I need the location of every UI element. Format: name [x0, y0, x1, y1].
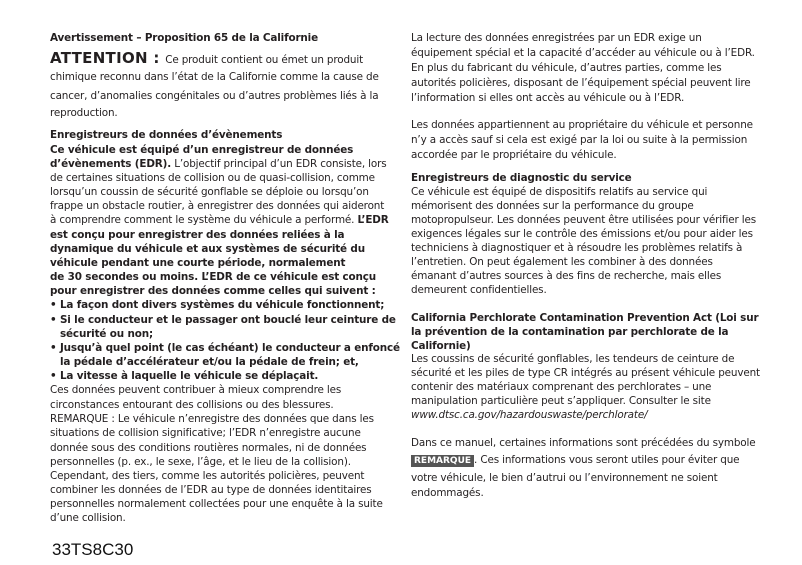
text-line	[411, 199, 694, 213]
text-line	[411, 61, 721, 75]
text-line	[50, 185, 369, 199]
text-line	[50, 441, 366, 455]
text-segment: personnelles normalement collectées pour une enquête à la suite	[50, 498, 383, 510]
text-line	[50, 369, 318, 383]
text-segment: L’objectif principal d’un EDR consiste, lors	[171, 158, 387, 170]
text-segment: à comprendre comment le système du véhicule a performé.	[50, 214, 358, 226]
text-line	[411, 380, 711, 394]
text-line	[411, 185, 707, 199]
text-line	[411, 133, 747, 147]
text-line	[50, 128, 282, 142]
text-segment: mémorisent des données sur la performance du groupe	[411, 200, 694, 212]
remarque-symbol: REMARQUE	[411, 455, 474, 467]
text-line	[50, 469, 364, 483]
text-segment: reproduction.	[50, 107, 118, 119]
text-segment: donnée sous des conditions routières normales, ni de données	[50, 442, 367, 454]
text-segment: la pédale d’accélérateur et/ou la pédale de frein; et,	[60, 356, 359, 368]
text-segment: manipulation particulière peut s’appliquer. Consulter le site	[411, 395, 711, 407]
text-line	[50, 70, 379, 84]
text-segment: chimique reconnu dans l’état de la Californie comme la cause de	[50, 71, 379, 83]
text-line	[411, 269, 721, 283]
text-line	[50, 213, 389, 227]
text-segment: véhicule pendant une courte période, normalement	[50, 257, 346, 269]
text-line	[50, 270, 376, 284]
text-segment: Californie)	[411, 340, 471, 352]
text-segment: n’y a accès sauf si cela est exigé par la loi ou suite à la permission	[411, 134, 748, 146]
text-segment: autorités policières, disposant de l’équipement spécial peuvent lire	[411, 77, 751, 89]
text-line	[50, 106, 118, 120]
text-line	[50, 89, 378, 103]
text-segment: Ce véhicule est équipé d’un enregistreur de données	[50, 144, 354, 156]
text-line	[50, 51, 363, 67]
text-line	[50, 412, 374, 426]
text-segment: Enregistreurs de données d’évènements	[50, 129, 283, 141]
text-line	[411, 352, 734, 366]
text-line	[411, 171, 632, 185]
text-segment: votre véhicule, le bien d’autrui ou l’environnement ne soient	[411, 472, 718, 484]
text-segment: techniciens à diagnostiquer et à résoudre les problèmes relatifs à	[411, 242, 743, 254]
text-line	[411, 339, 471, 353]
text-line	[50, 313, 396, 327]
text-segment: frappe un obstacle routier, à enregistrer des données qui aideront	[50, 200, 385, 212]
text-segment: • La façon dont divers systèmes du véhicule fonctionnent;	[50, 299, 385, 311]
text-segment: combiner les données de l’EDR au type de données identitaires	[50, 484, 372, 496]
text-segment: accordée par le propriétaire du véhicule.	[411, 149, 617, 161]
text-line	[50, 171, 375, 185]
text-segment: lorsqu’un coussin de sécurité gonflable se déploie ou lorsqu’on	[50, 186, 369, 198]
text-line	[411, 366, 760, 380]
text-segment: Ces données peuvent contribuer à mieux comprendre les	[50, 384, 342, 396]
text-line	[411, 453, 739, 468]
text-line	[411, 471, 718, 485]
text-segment: dynamique du véhicule et aux systèmes de sécurité du	[50, 243, 365, 255]
text-segment: Les coussins de sécurité gonflables, les tendeurs de ceinture de	[411, 353, 735, 365]
text-line	[50, 31, 318, 45]
text-segment: l’entretien. On peut également les combiner à des données	[411, 256, 713, 268]
text-segment: En plus du fabricant du véhicule, d’autres parties, comme les	[411, 62, 722, 74]
text-line	[411, 76, 751, 90]
text-line	[411, 325, 728, 339]
text-segment: de 30 secondes ou moins. L’EDR de ce véhicule est conçu	[50, 271, 377, 283]
text-segment: d’une collision.	[50, 512, 126, 524]
text-segment: de certaines situations de collision ou de quasi-collision, comme	[50, 172, 375, 184]
text-segment: émanant d’autres sources à des fins de recherche, mais elles	[411, 270, 722, 282]
text-line	[411, 436, 755, 450]
text-line	[411, 46, 755, 60]
text-segment: personnelles (p. ex., le sexe, l’âge, et le lieu de la collision).	[50, 456, 351, 468]
text-line	[50, 383, 341, 397]
text-segment: circonstances entourant des collisions ou des blessures.	[50, 399, 334, 411]
text-segment: exigences légales sur le contrôle des émissions et/ou pour aider les	[411, 228, 753, 240]
text-line	[50, 497, 383, 511]
text-line	[411, 118, 753, 132]
text-segment: est conçu pour enregistrer des données reliées à la	[50, 229, 345, 241]
text-line	[411, 283, 547, 297]
text-line	[50, 398, 334, 412]
text-segment: Avertissement – Proposition 65 de la Californie	[50, 32, 318, 44]
document-code: 33TS8C30	[52, 540, 134, 559]
text-segment: Enregistreurs de diagnostic du service	[411, 172, 632, 184]
text-segment: d’évènements (EDR).	[50, 158, 172, 170]
text-segment: situations de collision significative; l’EDR n’enregistre aucune	[50, 427, 361, 439]
text-line	[411, 91, 684, 105]
text-segment: sécurité et les piles de type CR intégrés au présent véhicule peuvent	[411, 367, 760, 379]
text-line	[50, 242, 365, 256]
text-segment: Les données appartiennent au propriétaire du véhicule et personne	[411, 119, 753, 131]
text-line	[50, 256, 345, 270]
text-line	[60, 327, 153, 341]
text-line	[411, 408, 647, 422]
text-line	[50, 284, 376, 298]
text-line	[411, 148, 616, 162]
text-segment: L’EDR	[357, 214, 389, 226]
text-segment: La lecture des données enregistrées par un EDR exige un	[411, 32, 702, 44]
text-segment: pour enregistrer des données comme celles qui suivent :	[50, 285, 376, 297]
text-line	[411, 311, 758, 325]
text-segment: demeurent confidentielles.	[411, 284, 547, 296]
text-line	[50, 483, 372, 497]
text-segment: cancer, d’anomalies congénitales ou d’autres problèmes liés à la	[50, 90, 379, 102]
text-line	[411, 31, 702, 45]
text-segment: California Perchlorate Contamination Prevention Act (Loi sur	[411, 312, 759, 324]
text-segment: motopropulseur. Les données peuvent être utilisées pour vérifier les	[411, 214, 756, 226]
text-segment: • Jusqu’à quel point (le cas échéant) le conducteur a enfoncé	[50, 342, 400, 354]
text-line	[50, 426, 361, 440]
text-segment: REMARQUE : Le véhicule n’enregistre des données que dans les	[50, 413, 374, 425]
text-segment: • La vitesse à laquelle le véhicule se déplaçait.	[50, 370, 319, 382]
text-segment: Ce véhicule est équipé de dispositifs relatifs au service qui	[411, 186, 708, 198]
text-line	[50, 228, 344, 242]
text-segment: . Ces informations vous seront utiles pour éviter que	[474, 454, 740, 466]
text-segment: endommagés.	[411, 487, 484, 499]
text-line	[50, 298, 384, 312]
text-line	[50, 455, 351, 469]
text-segment: la prévention de la contamination par perchlorate de la	[411, 326, 729, 338]
text-segment: • Si le conducteur et le passager ont bouclé leur ceinture de	[50, 314, 396, 326]
text-segment: ATTENTION :	[50, 49, 166, 67]
text-line	[411, 241, 742, 255]
text-line	[50, 157, 387, 171]
text-segment: sécurité ou non;	[60, 328, 153, 340]
text-line	[50, 143, 353, 157]
text-line	[411, 213, 756, 227]
text-line	[411, 394, 711, 408]
text-segment: Ce produit contient ou émet un produit	[165, 54, 364, 66]
text-line	[411, 255, 713, 269]
text-line	[50, 341, 400, 355]
text-segment: Dans ce manuel, certaines informations sont précédées du symbole	[411, 437, 756, 449]
text-segment: l’information si elles ont accès au véhicule ou à l’EDR.	[411, 92, 685, 104]
text-line	[411, 227, 753, 241]
text-segment: Cependant, des tiers, comme les autorités policières, peuvent	[50, 470, 365, 482]
text-line	[50, 199, 384, 213]
website-link[interactable]: www.dtsc.ca.gov/hazardouswaste/perchlorate/	[411, 409, 648, 421]
text-line	[50, 511, 126, 525]
text-line	[411, 486, 484, 500]
text-segment: équipement spécial et la capacité d’accéder au véhicule ou à l’EDR.	[411, 47, 755, 59]
text-segment: contenir des matériaux comprenant des perchlorates – une	[411, 381, 712, 393]
text-line	[60, 355, 359, 369]
